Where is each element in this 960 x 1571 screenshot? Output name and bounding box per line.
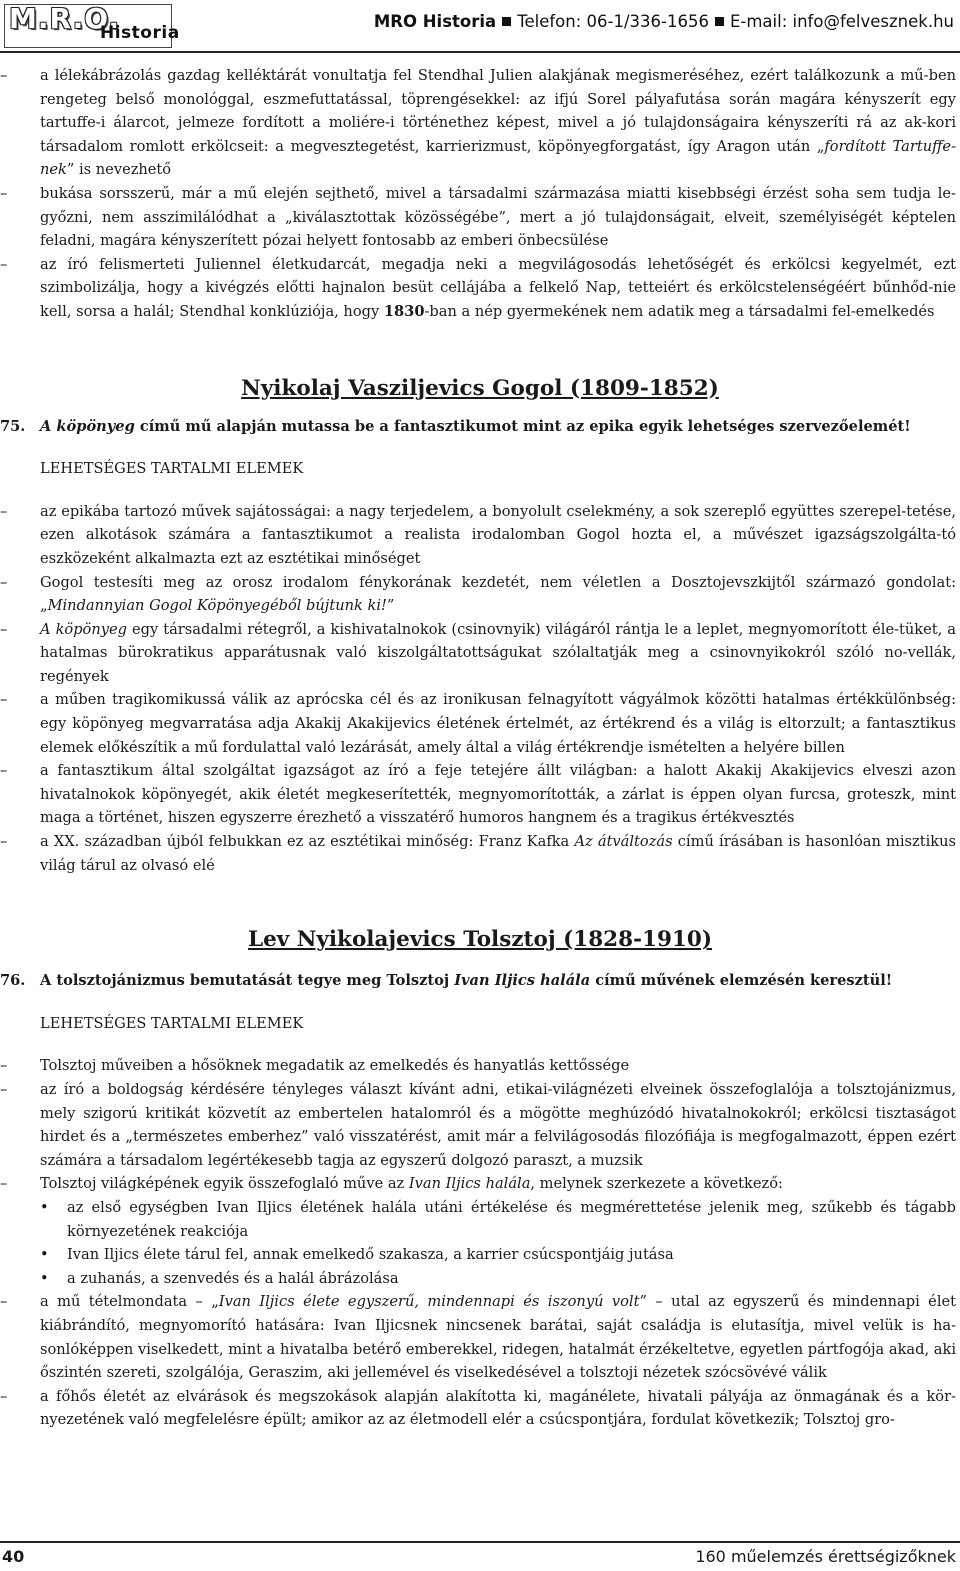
header-email: E-mail: info@felvesznek.hu bbox=[729, 12, 954, 31]
list-item bbox=[0, 500, 960, 571]
question-text: című mű alapján mutassa be a fantasztikumot mint az epika egyik lehetséges szervezőelemét! bbox=[134, 417, 911, 435]
item-text: -ban a nép gyermekének nem adatik meg a társadalmi fel-emelkedés bbox=[424, 302, 935, 320]
bullet-text: az első egységben Ivan Iljics életének halála utáni értékelése és megmérettetése jelenik meg, szűkebb és tágabb környezetének reakciója bbox=[67, 1198, 956, 1240]
item-text: a mű tételmondata – „ bbox=[40, 1293, 219, 1311]
item-text: az író a boldogság kérdésére tényleges választ kívánt adni, etikai-világnézeti elveinek összefoglalója a tolsztojánizmus, mely szigorú kritikát közvetít az embertelen hatalomról és a mögötte meghúzódó hivatalnokokról; erkölcsi tisztaságot hirdet és a „természetes emberhez” való visszatérést, amit már a felvilágosodás filozófiája is megfogalmazott, éppen ezért számára a társadalom legértékesebb tagja az egyszerű dolgozó paraszt, a muzsik bbox=[40, 1081, 956, 1169]
dash-marker: – bbox=[0, 67, 8, 84]
list-item bbox=[0, 1078, 960, 1172]
item-text: ” bbox=[386, 597, 395, 615]
footer-divider bbox=[0, 1541, 960, 1543]
item-text: a lélekábrázolás gazdag kelléktárát vonultatja fel Stendhal Julien alakjának megismeréséhez, ezért találkozunk a mű-ben rengeteg belső monológgal, eszmefuttatással, töprengésekkel: az ifjú Sorel pályafutása során magára kényszerít egy tartuffe-i álarcot, jelmeze fordított a moliére-i történethez képest, mivel a jó tulajdonságaira kényszeríti rá az ak-kori társadalom romlott erkölcseit: a megvesztegetést, karrierizmust, köpönyegforgatást, így Aragon után „ bbox=[40, 67, 956, 155]
bullet-marker: • bbox=[40, 1246, 49, 1264]
item-text: Tolsztoj műveiben a hősöknek megadatik az emelkedés és hanyatlás kettőssége bbox=[40, 1057, 630, 1075]
dash-marker: – bbox=[0, 1387, 8, 1405]
list-item bbox=[0, 571, 960, 618]
question-text: A tolsztojánizmus bemutatását tegye meg Tolsztoj bbox=[40, 972, 455, 990]
dash-marker: – bbox=[0, 1175, 8, 1193]
item-text: , melynek szerkezete a következő: bbox=[530, 1175, 783, 1193]
question-number: 75. bbox=[0, 417, 26, 435]
item-text: ” is nevezhető bbox=[66, 161, 172, 179]
square-separator-icon bbox=[715, 17, 724, 26]
bullet-item bbox=[0, 1196, 960, 1243]
possible-content-heading: LEHETSÉGES TARTALMI ELEMEK bbox=[40, 1014, 304, 1032]
item-text: című írásában is hasonlóan misztikus világ tárul az olvasó elé bbox=[40, 833, 956, 874]
list-item bbox=[0, 182, 960, 253]
bullet-text: Ivan Iljics élete tárul fel, annak emelkedő szakasza, a karrier csúcspontjáig jutása bbox=[67, 1246, 674, 1264]
item-text: a főhős életét az elvárások és megszokások alapján alakította ki, magánélete, hivatali pályája az önmagának és a kör-nyezetének való megfelelésre épült; amikor az az életmodell elér a csúcspontjára, fordulat következik; Tolsztoj gro- bbox=[40, 1387, 956, 1429]
page-header bbox=[0, 0, 960, 50]
list-item bbox=[0, 618, 960, 689]
item-text: egy társadalmi rétegről, a kishivatalnokok (csinovnyik) világáról rántja le a leplet, megnyomorított éle-tüket, a hatalmas bürokratikus apparátusnak való kiszolgáltatottságukat szólaltatják meg a csinovnyikokról szóló no-vellák, regények bbox=[40, 620, 956, 685]
list-item bbox=[0, 1172, 960, 1196]
list-item bbox=[0, 759, 960, 830]
item-text: a műben tragikomikussá válik az aprócska cél és az ironikusan felnagyított vágyálmok közötti hatalmas értékkülönbség: egy köpönyeg megvarratása adja Akakij Akakijevics életének értelmét, az értékrend és a világ is eltorzult; a fantasztikus elemek előkészítik a mű fordulattal való lezárását, amely által a világ értékrendje ismételten a helyére billen bbox=[40, 691, 956, 756]
list-item bbox=[0, 253, 960, 324]
item-italic-text: Mindannyian Gogol Köpönyegéből bújtunk ki! bbox=[47, 597, 387, 615]
item-italic-text: Ivan Iljics élete egyszerű, mindennapi és iszonyú volt bbox=[218, 1293, 640, 1311]
item-italic-text: Ivan Iljics halála bbox=[408, 1175, 531, 1193]
item-text: az író felismerteti Juliennel életkudarcát, megadja neki a megvilágosodás lehetőségét és erkölcsi kegyelmét, ezt szimbolizálja, hogy a kivégzés előtti hajnalon besüt cellájába a felkelő Nap, tetteiért és erkölcstelenségéért bűnhőd-nie kell, sorsa a halál; Stendhal konklúziója, hogy bbox=[40, 255, 956, 320]
dash-marker: – bbox=[0, 691, 8, 709]
dash-marker: – bbox=[0, 1081, 8, 1098]
bullet-item bbox=[0, 1267, 960, 1291]
square-separator-icon bbox=[502, 17, 511, 26]
item-text: a fantasztikum által szolgáltat igazságot az író a feje tetejére állt világban: a halott Akakij Akakijevics elveszi azon hivatalnokok köpönyegét, akik életét megkeserítették, megnyomorították, a zárlat is éppen olyan furcsa, groteszk, mint maga a történet, hiszen egyszerre érezhető a visszatérő humoros hangnem és a tragikus értékvesztés bbox=[40, 762, 956, 827]
dash-marker: – bbox=[0, 620, 8, 638]
dash-marker: – bbox=[0, 1293, 8, 1311]
section-title-gogol: Nyikolaj Vasziljevics Gogol (1809-1852) bbox=[241, 375, 719, 401]
list-item bbox=[0, 688, 960, 759]
logo-historia-text: Historia bbox=[100, 23, 180, 43]
page-content bbox=[0, 64, 960, 1432]
dash-marker: – bbox=[0, 833, 8, 851]
item-italic-text: Az átváltozás bbox=[574, 833, 673, 851]
dash-marker: – bbox=[0, 762, 8, 780]
list-item bbox=[0, 1385, 960, 1432]
item-text: Gogol testesíti meg az orosz irodalom fénykorának kezdetét, nem véletlen a Dosztojevszkijtől származó gondolat: „ bbox=[40, 573, 956, 615]
item-italic-text: A köpönyeg bbox=[40, 620, 127, 638]
mro-historia-logo bbox=[4, 2, 180, 48]
item-text: az epikába tartozó művek sajátosságai: a nagy terjedelem, a bonyolult cselekmény, a sok szereplő együttes szerepel-tetése, ezen alkotások számára a fantasztikumot a realista irodalomban Gogol hozta el, a művészet igazságszolgálta-tó eszközeként alkalmazta ezt az esztétikai minőséget bbox=[40, 502, 956, 567]
section-title-tolsztoj: Lev Nyikolajevics Tolsztoj (1828-1910) bbox=[247, 927, 713, 953]
dash-marker: – bbox=[0, 1057, 8, 1075]
question-text: című művének elemzésén keresztül! bbox=[590, 972, 893, 990]
dash-marker: – bbox=[0, 184, 8, 202]
question-number: 76. bbox=[0, 972, 26, 990]
page-number: 40 bbox=[2, 1547, 25, 1566]
item-text: a XX. században újból felbukkan ez az esztétikai minőség: Franz Kafka bbox=[40, 833, 575, 851]
bullet-marker: • bbox=[40, 1269, 49, 1287]
list-item bbox=[0, 1054, 960, 1078]
header-phone: Telefon: 06-1/336-1656 bbox=[517, 12, 709, 31]
bullet-item bbox=[0, 1243, 960, 1267]
item-text: bukása sorsszerű, már a mű elején sejthető, mivel a társadalmi származása miatti kisebbségi érzést soha sem tudja le-győzni, nem asszimilálódhat a „kiválasztottak közösségébe”, mert a jó tulajdonságait, elveit, személyiségét képtelen feladni, magára kényszerített pózai helyett fontosabb az emberi önbecsülése bbox=[40, 184, 956, 250]
question-76 bbox=[0, 969, 960, 993]
item-italic-text: fordított Tartuffe-nek bbox=[40, 137, 956, 179]
header-contact-info bbox=[374, 12, 954, 31]
dash-marker: – bbox=[0, 255, 8, 273]
bullet-text: a zuhanás, a szenvedés és a halál ábrázolása bbox=[67, 1269, 399, 1287]
header-divider bbox=[0, 51, 960, 53]
possible-content-heading: LEHETSÉGES TARTALMI ELEMEK bbox=[40, 460, 304, 478]
list-item bbox=[0, 64, 960, 182]
item-text: Tolsztoj világképének egyik összefoglaló műve az bbox=[40, 1175, 409, 1193]
bullet-marker: • bbox=[40, 1198, 49, 1216]
footer-title: 160 műelemzés érettségizőknek bbox=[695, 1547, 956, 1566]
list-item bbox=[0, 1290, 960, 1384]
list-item bbox=[0, 830, 960, 877]
question-75 bbox=[0, 415, 960, 439]
dash-marker: – bbox=[0, 502, 8, 520]
item-text: ” – utal az egyszerű és mindennapi élet kiábrándító, megnyomorító hatására: Ivan Iljicsnek nincsenek barátai, saját családja is elutasítja, mivel velük is ha-sonlóképpen viselkedett, mint a hivatalba betérő emberekkel, ridegen, hatalmát érzékeltetve, egyetlen pártfogója akad, aki őszintén szereti, szolgálója, Geraszim, aki jellemével és viselkedésével a tolsztoji nézetek szócsövévé válik bbox=[40, 1293, 956, 1382]
header-brand: MRO Historia bbox=[373, 12, 497, 31]
question-italic-text: A köpönyeg bbox=[40, 417, 135, 435]
dash-marker: – bbox=[0, 573, 8, 591]
question-italic-text: Ivan Iljics halála bbox=[454, 972, 591, 990]
item-bold-text: 1830 bbox=[383, 302, 425, 320]
logo-mro-text: M.R.O. bbox=[9, 2, 121, 35]
